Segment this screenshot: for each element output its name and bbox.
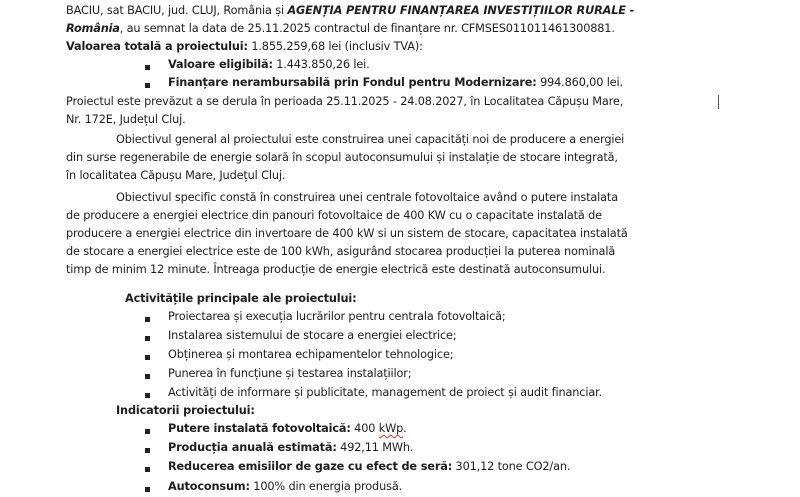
activity-item: [168, 386, 602, 400]
intro-line-2: [66, 22, 615, 36]
bullet-icon: [145, 336, 150, 341]
indicator-label: Putere instalată fotovoltaică:: [168, 422, 351, 435]
bullet-icon: [145, 65, 150, 70]
indicator-label: Producția anuală estimată:: [168, 441, 337, 454]
period-address: Nr. 172E, Județul Cluj.: [66, 113, 186, 126]
specific-objective-text: de stocare a energiei electrice este de 100 kWh, asigurând stocarea producției la puterea nominală: [66, 245, 616, 258]
indicator-value: 400: [350, 422, 379, 435]
specific-objective-text: Obiectivul specific constă în construirea unei centrale fotovoltaice având o putere instalata: [116, 191, 618, 204]
agency-country: România: [66, 22, 120, 35]
agency-name: AGENȚIA PENTRU FINANȚAREA INVESTIȚIILOR RURALE -: [287, 4, 635, 17]
indicator-label: Autoconsum:: [168, 480, 250, 493]
general-objective-text: în localitatea Căpușu Mare, Județul Cluj.: [66, 169, 286, 182]
bullet-icon: [145, 467, 150, 472]
indicator-item: [168, 480, 402, 494]
bullet-icon: [145, 393, 150, 398]
text-cursor: [718, 95, 719, 109]
bullet-icon: [145, 374, 150, 379]
general-objective-text: din surse regenerabile de energie solară în scopul autoconsumului și instalație de stocare integrată,: [66, 151, 618, 164]
specific-objective-line-2: [66, 209, 602, 223]
indicators-heading: [116, 404, 255, 418]
bullet-icon: [145, 317, 150, 322]
indicator-item: [168, 460, 570, 474]
activity-item: [168, 367, 411, 381]
activity-text: Proiectarea și execuția lucrărilor pentru centrala fotovoltaică;: [168, 310, 506, 323]
indicators-heading-text: Indicatorii proiectului:: [116, 404, 255, 417]
specific-objective-text: producere a energiei electrice din invertoare de 400 kW si un sistem de stocare, capacitatea instalată: [66, 227, 628, 240]
bullet-icon: [145, 448, 150, 453]
general-objective-line-2: [66, 151, 618, 165]
grant-label: Finanțare nerambursabilă prin Fondul pentru Modernizare:: [168, 76, 537, 89]
specific-objective-line-1: [116, 191, 618, 205]
spellcheck-flagged-word[interactable]: kWp: [378, 422, 404, 435]
activity-text: Punerea în funcțiune și testarea instalațiilor;: [168, 367, 412, 380]
indicator-tail: .: [403, 422, 407, 435]
total-value-label: Valoarea totală a proiectului:: [66, 40, 248, 53]
indicator-item: [168, 422, 407, 436]
general-objective-line-1: [116, 133, 624, 147]
bullet-icon: [145, 487, 150, 492]
activity-text: Activități de informare și publicitate, management de proiect și audit financiar.: [168, 386, 602, 399]
bullet-icon: [145, 355, 150, 360]
general-objective-text: Obiectivul general al proiectului este construirea unei capacități noi de producere a energiei: [116, 133, 625, 146]
indicator-value: 100% din energia produsă.: [249, 480, 403, 493]
period-line-2: [66, 113, 186, 127]
activity-item: [168, 329, 456, 343]
indicator-label: Reducerea emisiilor de gaze cu efect de seră:: [168, 460, 453, 473]
specific-objective-text: timp de minim 12 minute. Întreaga producție de energie electrică este destinată autoconsumului.: [66, 263, 606, 276]
period-line-1: [66, 95, 623, 109]
bullet-icon: [145, 83, 150, 88]
specific-objective-text: de producere a energiei electrice din panouri fotovoltaice de 400 KW cu o capacitate instalată de: [66, 209, 602, 222]
activity-text: Obținerea și montarea echipamentelor tehnologice;: [168, 348, 454, 361]
total-value-line: [66, 40, 423, 54]
value-item-eligible: [168, 58, 370, 72]
intro-line-1: [66, 4, 634, 18]
intro-parties: BACIU, sat BACIU, jud. CLUJ, România și: [66, 4, 288, 17]
grant-value: 994.860,00 lei.: [536, 76, 623, 89]
value-item-grant: [168, 76, 623, 90]
specific-objective-line-3: [66, 227, 628, 241]
activities-heading: [125, 292, 357, 306]
activity-item: [168, 348, 453, 362]
activity-text: Instalarea sistemului de stocare a energiei electrice;: [168, 329, 457, 342]
general-objective-line-3: [66, 169, 285, 183]
activity-item: [168, 310, 506, 324]
indicator-item: [168, 441, 413, 455]
specific-objective-line-4: [66, 245, 615, 259]
bullet-icon: [145, 429, 150, 434]
eligible-value: 1.443.850,26 lei.: [272, 58, 370, 71]
total-value: 1.855.259,68 lei (inclusiv TVA):: [247, 40, 423, 53]
indicator-value: 492,11 MWh.: [336, 441, 414, 454]
indicator-value: 301,12 tone CO2/an.: [452, 460, 571, 473]
eligible-label: Valoare eligibilă:: [168, 58, 273, 71]
contract-sentence: , au semnat la data de 25.11.2025 contractul de finanțare nr. CFMSES011011461300881.: [119, 22, 615, 35]
specific-objective-line-5: [66, 263, 605, 277]
period-text: Proiectul este prevăzut a se derula în perioada 25.11.2025 - 24.08.2027, în Localitatea Căpușu Mare,: [66, 95, 624, 108]
activities-heading-text: Activitățile principale ale proiectului:: [125, 292, 357, 305]
